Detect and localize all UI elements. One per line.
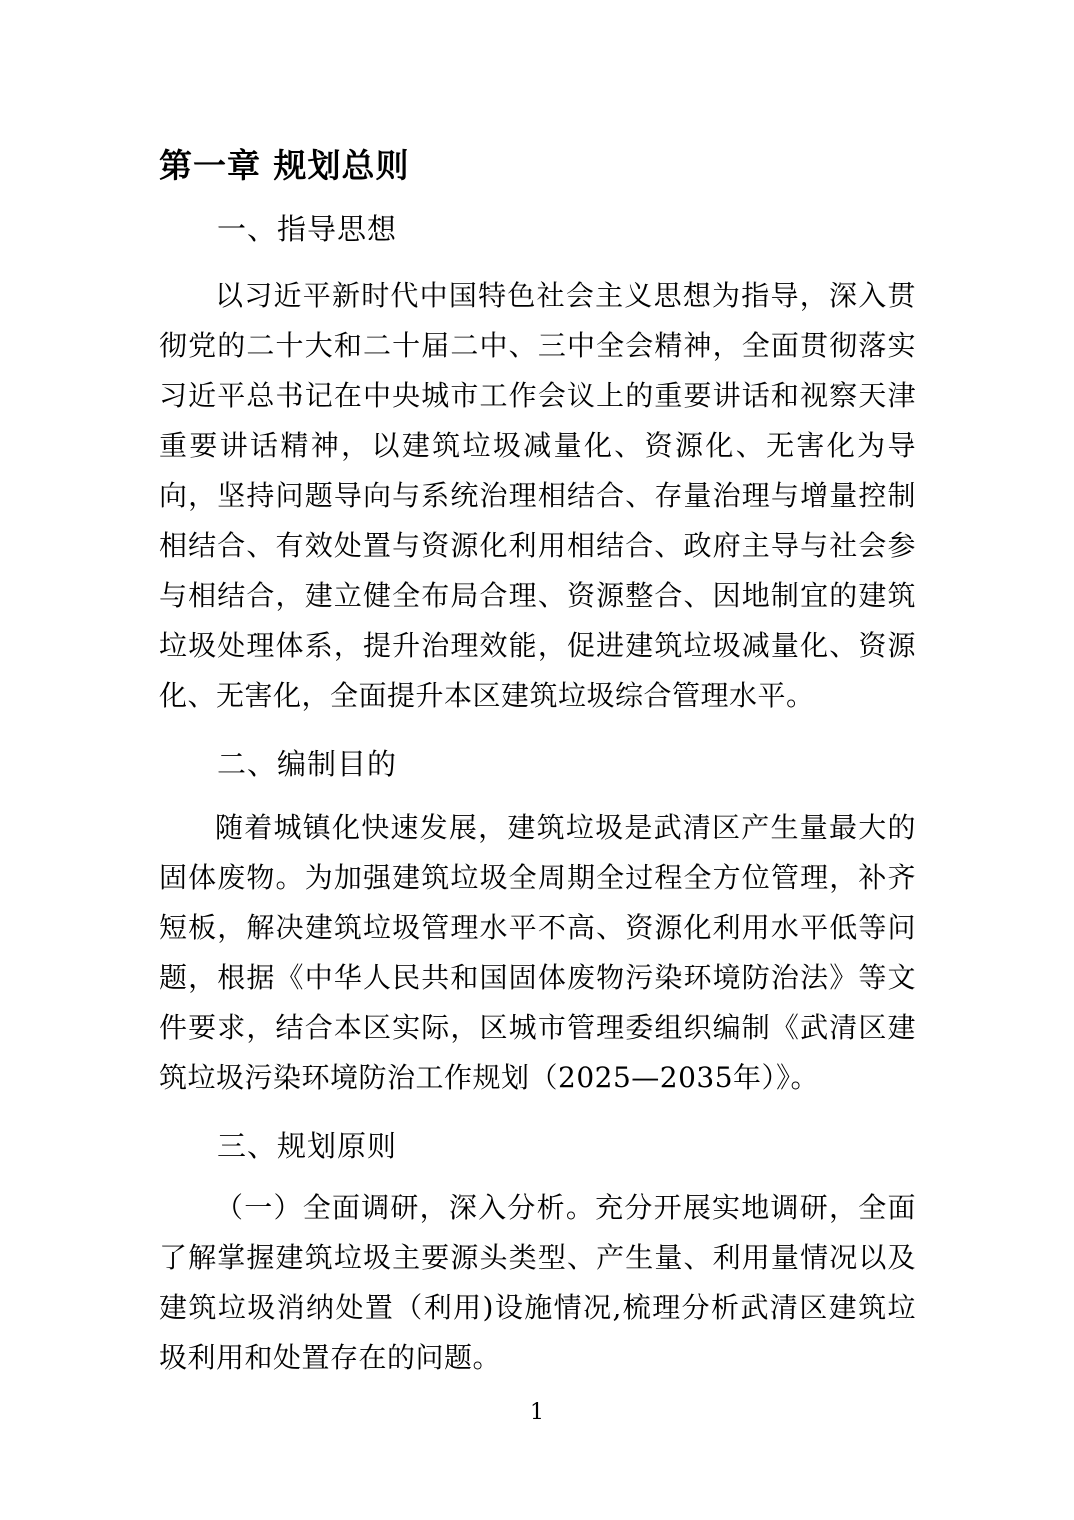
chapter-title: 第一章 规划总则 <box>159 146 410 185</box>
section-heading-planning-principles: 三、规划原则 <box>217 1129 398 1163</box>
page-number: 1 <box>530 1400 544 1425</box>
section-heading-guiding-ideology: 一、指导思想 <box>217 212 398 246</box>
document-content <box>159 0 916 1383</box>
paragraph-guiding-ideology: 以习近平新时代中国特色社会主义思想为指导，深入贯彻党的二十大和二十届二中、三中全会精神，全面贯彻落实习近平总书记在中央城市工作会议上的重要讲话和视察天津重要讲话精神，以建筑垃圾减量化、资源化、无害化为导向，坚持问题导向与系统治理相结合、存量治理与增量控制相结合、有效处置与资源化利用相结合、政府主导与社会参与相结合，建立健全布局合理、资源整合、因地制宜的建筑垃圾处理体系，提升治理效能，促进建筑垃圾减量化、资源化、无害化，全面提升本区建筑垃圾综合管理水平。 <box>159 279 916 712</box>
paragraph-planning-principles: （一）全面调研，深入分析。充分开展实地调研，全面了解掌握建筑垃圾主要源头类型、产生量、利用量情况以及建筑垃圾消纳处置（利用)设施情况,梳理分析武清区建筑垃圾利用和处置存在的问题。 <box>159 1191 916 1374</box>
paragraph-compilation-purpose: 随着城镇化快速发展，建筑垃圾是武清区产生量最大的固体废物。为加强建筑垃圾全周期全过程全方位管理，补齐短板，解决建筑垃圾管理水平不高、资源化利用水平低等问题，根据《中华人民共和国固体废物污染环境防治法》等文件要求，结合本区实际，区城市管理委组织编制《武清区建筑垃圾污染环境防治工作规划（2025—2035年）》。 <box>159 811 916 1094</box>
section-heading-compilation-purpose: 二、编制目的 <box>217 747 398 781</box>
